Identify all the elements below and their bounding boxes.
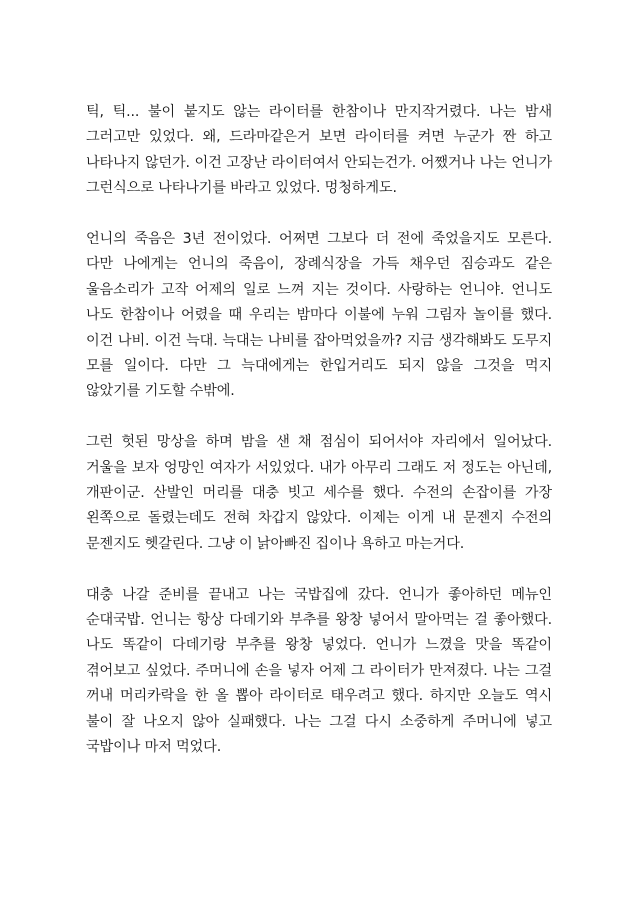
document-body <box>86 100 552 786</box>
paragraph-4: 대충 나갈 준비를 끝내고 나는 국밥집에 갔다. 언니가 좋아하던 메뉴인 순대국밥. 언니는 항상 다데기와 부추를 왕창 넣어서 말아먹는 걸 좋아했다. 나도 똑같이 다데기랑 부추를 왕창 넣었다. 언니가 느꼈을 맛을 똑같이 겪어보고 싶었다. 주머니에 손을 넣자 어제 그 라이터가 만져졌다. 나는 그걸 꺼내 머리카락을 한 올 뽑아 라이터로 태우려고 했다. 하지만 오늘도 역시 불이 잘 나오지 않아 실패했다. 나는 그걸 다시 소중하게 주머니에 넣고 국밥이나 마저 먹었다. <box>86 586 552 756</box>
paragraph-1: 틱, 틱... 불이 붙지도 않는 라이터를 한참이나 만지작거렸다. 나는 밤새 그러고만 있었다. 왜, 드라마같은거 보면 라이터를 켜면 누군가 짠 하고 나타나지 않던가. 이건 고장난 라이터여서 안되는건가. 어쨌거나 나는 언니가 그런식으로 나타나기를 바라고 있었다. 멍청하게도. <box>86 104 552 197</box>
paragraph-2: 언니의 죽음은 3년 전이었다. 어쩌면 그보다 더 전에 죽었을지도 모른다. 다만 나에게는 언니의 죽음이, 장례식장을 가득 채우던 짐승과도 같은 울음소리가 고작 어제의 일로 느껴 지는 것이다. 사랑하는 언니야. 언니도 나도 한참이나 어렸을 때 우리는 밤마다 이불에 누워 그림자 놀이를 했다. 이건 나비. 이건 늑대. 늑대는 나비를 잡아먹었을까? 지금 생각해봐도 도무지 모를 일이다. 다만 그 늑대에게는 한입거리도 되지 않을 그것을 먹지 않았기를 기도할 수밖에. <box>86 231 552 400</box>
paragraph-3: 그런 헛된 망상을 하며 밤을 샌 채 점심이 되어서야 자리에서 일어났다. 거울을 보자 엉망인 여자가 서있었다. 내가 아무리 그래도 저 정도는 아닌데, 개판이군. 산발인 머리를 대충 빗고 세수를 했다. 수전의 손잡이를 가장 왼쪽으로 돌렸는데도 전혀 차갑지 않았다. 이제는 이게 내 문젠지 수전의 문젠지도 헷갈린다. 그냥 이 낡아빠진 집이나 욕하고 마는거다. <box>86 434 552 552</box>
